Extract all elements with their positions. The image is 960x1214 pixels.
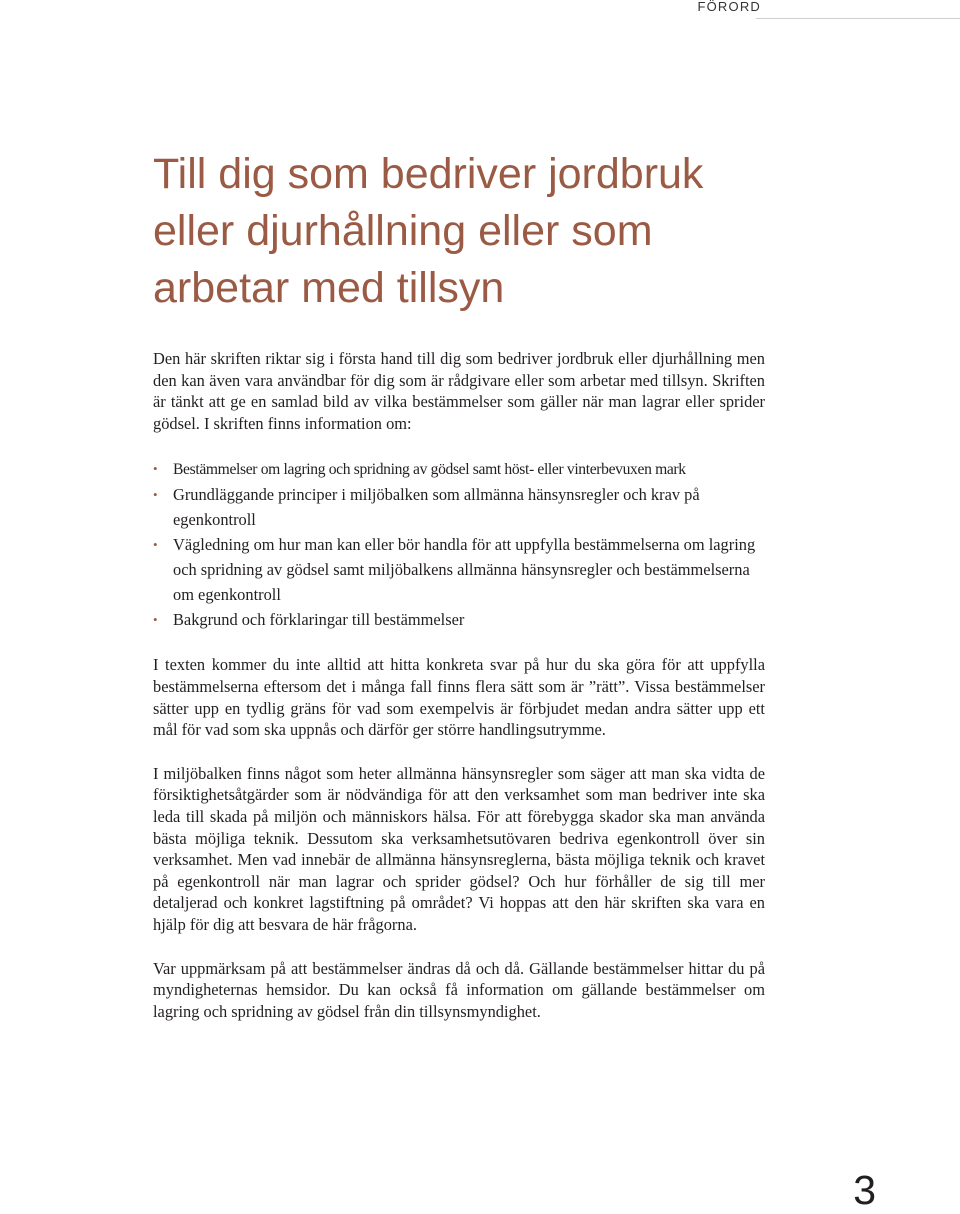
list-item bbox=[153, 607, 765, 632]
bullet-icon: • bbox=[153, 487, 158, 503]
topic-list bbox=[153, 456, 765, 632]
bullet-icon: • bbox=[153, 537, 158, 553]
list-item-text: Vägledning om hur man kan eller bör handla för att uppfylla bestämmelserna om lagring och spridning av gödsel samt miljöbalkens allmänna hänsynsregler och bestämmelserna om egenkontroll bbox=[173, 535, 756, 605]
bullet-icon: • bbox=[153, 612, 158, 628]
running-header: FÖRORD bbox=[697, 0, 761, 14]
page-title: Till dig som bedriver jordbruk eller djurhållning eller som arbetar med tillsyn bbox=[153, 150, 704, 312]
list-item-text: Bestämmelser om lagring och spridning av gödsel samt höst- eller vinterbevuxen mark bbox=[173, 461, 686, 479]
body-text bbox=[153, 348, 765, 1022]
page-number: 3 bbox=[853, 1167, 876, 1213]
list-item bbox=[153, 456, 765, 482]
bullet-icon: • bbox=[153, 461, 158, 477]
intro-paragraph: Den här skriften riktar sig i första hand till dig som bedriver jordbruk eller djurhållning men den kan även vara användbar för dig som är rådgivare eller som arbetar med tillsyn. Skriften är tänkt att ge en samlad bild av vilka bestämmelser som gäller när man lagrar eller sprider gödsel. I skriften finns information om: bbox=[153, 349, 765, 433]
body-paragraph: I miljöbalken finns något som heter allmänna hänsynsregler som säger att man ska vidta de försiktighetsåtgärder som är nödvändiga för att den verksamhet som man bedriver inte ska leda till skada på miljön och människors hälsa. För att förebygga skador ska man använda bästa möjliga teknik. Dessutom ska verksamhetsutövaren bedriva egenkontroll över sin verksamhet. Men vad innebär de allmänna hänsynsreglerna, bästa möjliga teknik och kravet på egenkontroll när man lagrar och sprider gödsel? Och hur förhåller de sig till mer detaljerad och konkret lagstiftning på området? Vi hoppas att den här skriften ska vara en hjälp för dig att besvara de här frågorna. bbox=[153, 763, 765, 934]
list-item-text: Bakgrund och förklaringar till bestämmelser bbox=[173, 610, 465, 630]
list-item-text: Grundläggande principer i miljöbalken som allmänna hänsynsregler och krav på egenkontroll bbox=[173, 485, 700, 530]
list-item bbox=[153, 482, 765, 532]
body-paragraph: I texten kommer du inte alltid att hitta konkreta svar på hur du ska göra för att uppfylla bestämmelserna eftersom det i många fall finns flera sätt som är ”rätt”. Vissa bestämmelser sätter upp en tydlig gräns för vad som exempelvis är förbjudet medan andra sätter upp ett mål för vad som ska uppnås och därför ger större handlingsutrymme. bbox=[153, 655, 765, 740]
body-paragraph: Var uppmärksam på att bestämmelser ändras då och då. Gällande bestämmelser hittar du på myndigheternas hemsidor. Du kan också få information om gällande bestämmelser om lagring och spridning av gödsel från din tillsynsmyndighet. bbox=[153, 958, 765, 1021]
header-rule bbox=[756, 18, 960, 19]
list-item bbox=[153, 532, 765, 607]
